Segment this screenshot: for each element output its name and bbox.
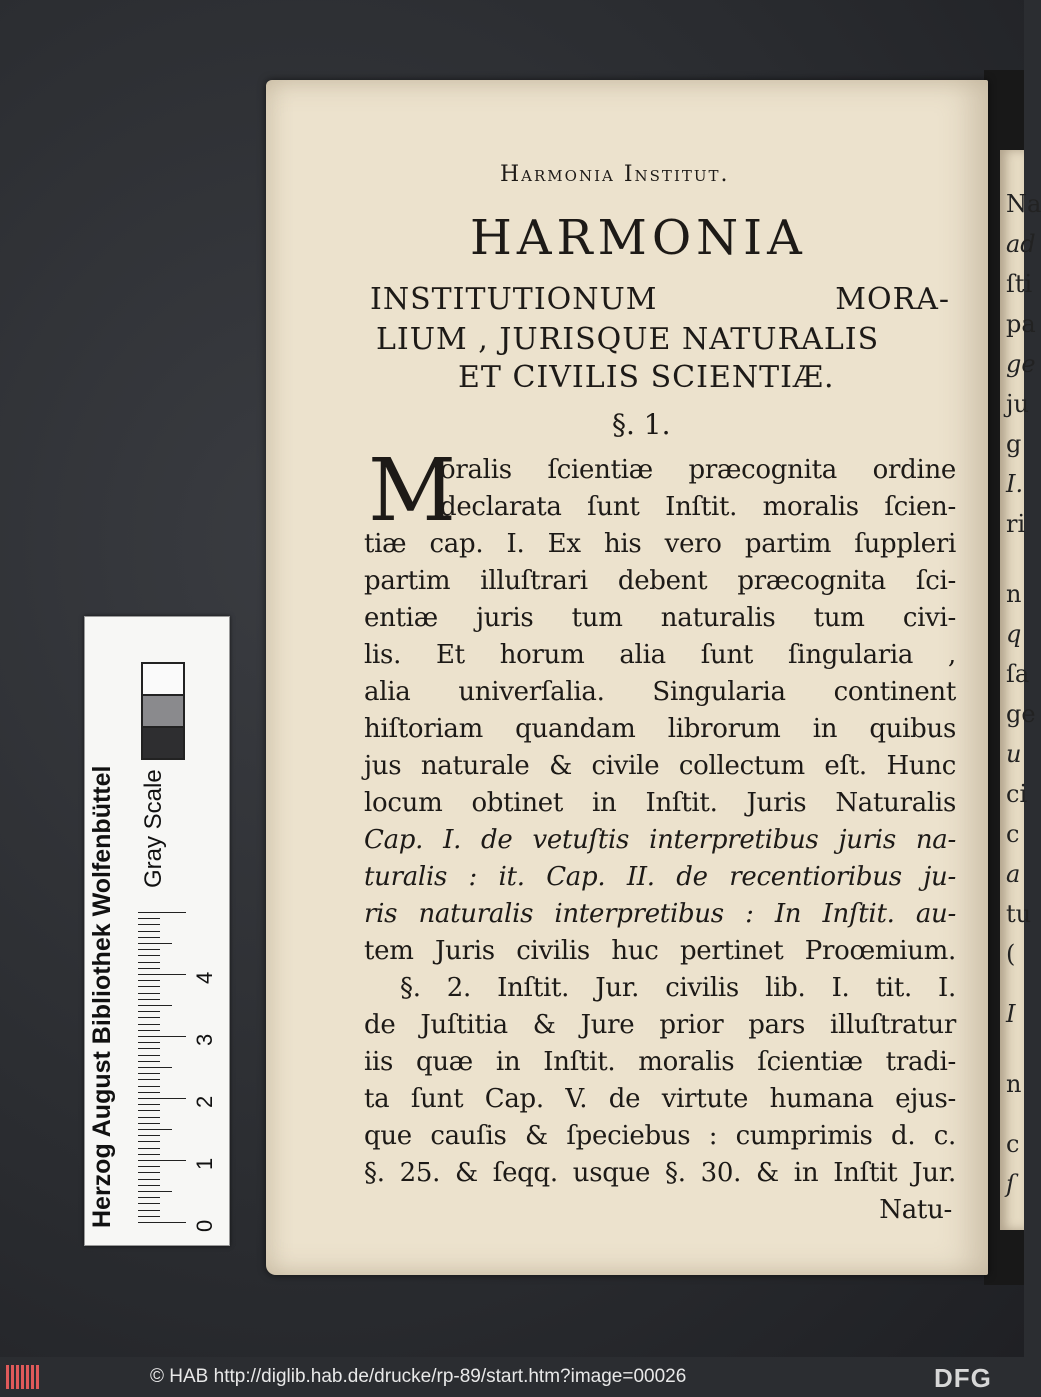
ruler-tick [138,1203,160,1204]
ruler-tick [138,1036,186,1037]
ruler-tick [138,1061,160,1062]
body-line: partim illuſtrari debent præcognita ſci- [364,566,956,596]
title-line-1 [370,282,950,317]
ruler-tick [138,1123,160,1124]
body-line: ta ſunt Cap. V. de virtute humana ejus- [364,1084,956,1114]
ruler-tick [138,1067,172,1068]
ruler-tick [138,1179,160,1180]
ruler-number: 2 [192,1095,217,1108]
ruler-tick [138,1129,172,1130]
ruler-tick [138,980,160,981]
ruler-tick [138,1222,186,1223]
next-page-fragment: u [1006,740,1022,768]
title-line-1-right: MORA- [835,282,950,317]
body-line: ris naturalis interpretibus : In Inſtit. au- [364,899,956,929]
ruler-tick [138,1017,160,1018]
next-page-fragment: c [1006,820,1020,848]
ruler-tick [138,1079,160,1080]
next-page-fragment: ci [1006,780,1028,808]
ruler-tick [138,1005,172,1006]
body-line: Natu- [879,1195,952,1225]
ruler-tick [138,1073,160,1074]
ruler-tick [138,1166,160,1167]
swatch-white [141,662,185,696]
ruler-tick [138,1048,160,1049]
ruler-tick [138,1210,160,1211]
ruler-tick [138,974,186,975]
ruler-tick [138,1024,160,1025]
ruler-tick [138,1104,160,1105]
ruler-tick [138,1160,186,1161]
body-line: tiæ cap. I. Ex his vero partim ſuppleri [364,529,956,559]
next-page-fragment: ge [1006,350,1036,378]
body-line: jus naturale & civile collectum eſt. Hunc [364,751,956,781]
next-page-fragment: n [1006,1070,1022,1098]
next-page-fragment: Na [1006,190,1041,218]
next-page-fragment: ri [1006,510,1026,538]
body-line: hiſtoriam quandam librorum in quibus [364,714,956,744]
ruler-tick [138,931,160,932]
ruler-tick [138,949,160,950]
body-line: turalis : it. Cap. II. de recentioribus ju- [364,862,956,892]
ruler-tick [138,1086,160,1087]
next-page-fragment: ſ [1006,1170,1015,1198]
body-line: tem Juris civilis huc pertinet Proœmium. [364,936,956,966]
ruler-tick [138,1185,160,1186]
ruler-tick [138,962,160,963]
swatch-gray [141,694,185,728]
body-line: entiæ juris tum naturalis tum civi- [364,603,956,633]
ruler-tick [138,1154,160,1155]
ruler-number: 4 [192,971,217,984]
body-line: iis quæ in Inſtit. moralis ſcientiæ tradi- [364,1047,956,1077]
drop-cap: M [368,441,457,541]
next-page-fragment: pa [1006,310,1036,338]
ruler-tick [138,912,186,913]
ruler-tick [138,924,160,925]
ruler-tick [138,993,160,994]
ruler-tick [138,999,160,1000]
next-page-fragment: I [1006,1000,1016,1028]
ruler-tick [138,1141,160,1142]
running-head: Harmonia Institut. [500,162,730,187]
ruler-number: 0 [192,1219,217,1232]
next-page-fragment: tu [1006,900,1032,928]
body-line: que cauſis & ſpeciebus : cumprimis d. c. [364,1121,956,1151]
ruler-tick [138,968,160,969]
body-line: Cap. I. de vetuſtis interpretibus juris na- [364,825,956,855]
hab-logo-icon [6,1362,48,1392]
institution-label: Herzog August Bibliothek Wolfenbüttel [88,765,116,1228]
ruler-tick [138,1098,186,1099]
body-line: locum obtinet in Inſtit. Juris Naturalis [364,788,956,818]
ruler-tick [138,943,172,944]
ruler-tick [138,1117,160,1118]
next-page-fragment: I. [1006,470,1024,498]
next-page-fragment: q [1006,620,1022,648]
body-line: declarata ſunt Inſtit. moralis ſcien- [440,492,956,522]
ruler-tick [138,1055,160,1056]
body-line: alia univerſalia. Singularia continent [364,677,956,707]
ruler-tick [138,955,160,956]
ruler-tick [138,1030,160,1031]
ruler-tick [138,986,160,987]
body-line: §. 2. Inſtit. Jur. civilis lib. I. tit. I. [400,973,956,1003]
ruler-number: 3 [192,1033,217,1046]
ruler-tick [138,1191,172,1192]
ruler-tick [138,1197,160,1198]
next-page-fragment: ge [1006,700,1036,728]
next-page-fragment: ju [1006,390,1029,418]
ruler-tick [138,1042,160,1043]
ruler-tick [138,1092,160,1093]
section-mark: §. 1. [612,408,671,441]
next-page-fragment: ad [1006,230,1036,258]
title-line-2: LIUM , JURISQUE NATURALIS [376,322,880,357]
next-page-fragment: n [1006,580,1022,608]
body-line: de Juſtitia & Jure prior pars illuſtratur [364,1010,956,1040]
title-line-1-left: INSTITUTIONUM [370,282,658,317]
footer-credit: © HAB http://diglib.hab.de/drucke/rp-89/start.htm?image=00026 [150,1366,687,1387]
swatch-black [141,726,185,760]
ruler-tick [138,1148,160,1149]
page-title: HARMONIA [470,210,807,266]
next-page-fragment: g [1006,430,1022,458]
ruler-tick [138,918,160,919]
next-page-fragment: ( [1006,940,1016,968]
title-line-3: ET CIVILIS SCIENTIÆ. [458,360,835,395]
next-page-fragment: a [1006,860,1021,888]
next-page-fragment: c [1006,1130,1020,1158]
gray-scale-label: Gray Scale [140,769,167,888]
next-page-fragment: ſti [1006,270,1033,298]
body-line: oralis ſcientiæ præcognita ordine [440,455,956,485]
ruler-tick [138,1110,160,1111]
ruler-tick [138,937,160,938]
body-line: lis. Et horum alia ſunt ſingularia , [364,640,956,670]
ruler-number: 1 [192,1157,217,1170]
dfg-logo: DFG [934,1363,992,1393]
ruler-tick [138,1135,160,1136]
ruler-tick [138,1216,160,1217]
ruler-tick [138,1011,160,1012]
body-line: §. 25. & ſeqq. usque §. 30. & in Inſtit Jur. [364,1158,956,1188]
ruler-tick [138,1172,160,1173]
next-page-fragment: ſa [1006,660,1030,688]
